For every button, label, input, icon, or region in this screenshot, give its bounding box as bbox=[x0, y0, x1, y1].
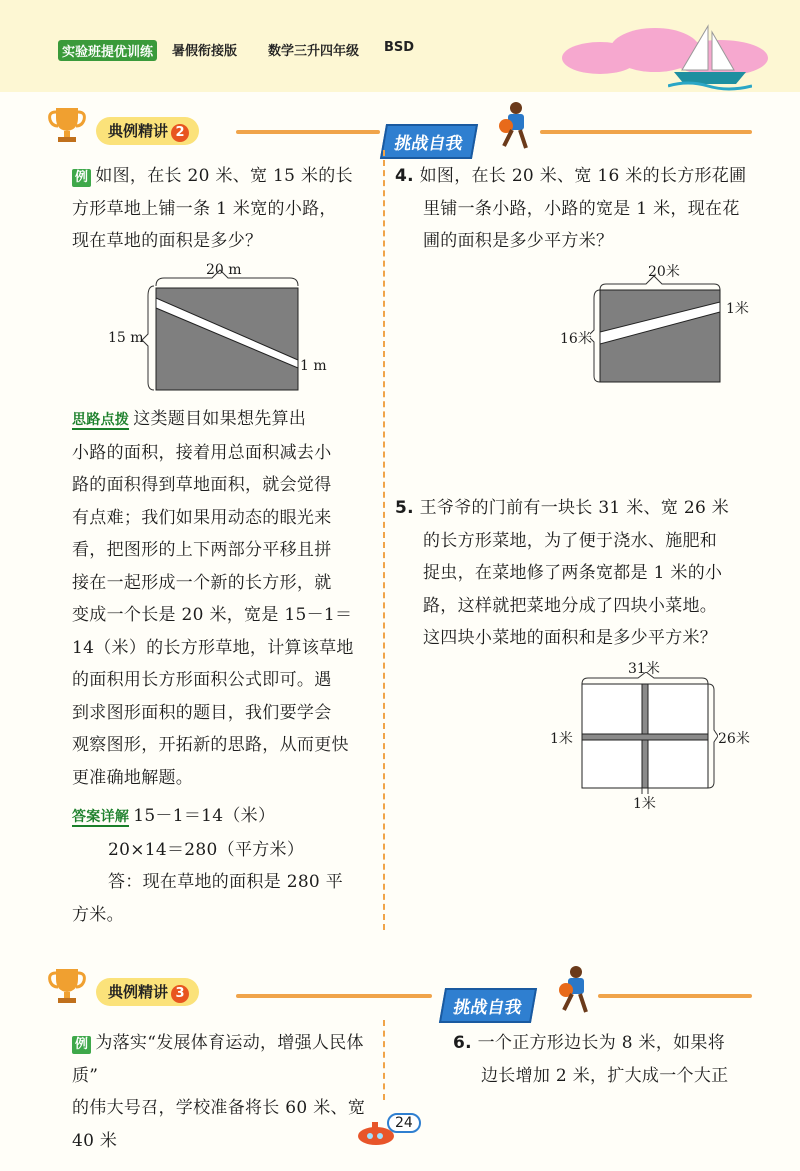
answer-label: 答案详解 bbox=[72, 809, 130, 825]
hint-block: 思路点拨 这类题目如果想先算出 小路的面积，接着用总面积减去小 路的面积得到草地面积，就会觉得 有点难；我们如果用动态的眼光来 看，把图形的上下两部分平移且拼 接在一起形成一个新的长方形，就 变成一个长是 20 米，宽是 15－1＝ 14（米）的长方形草地，计算该草地 的面积用长方形面积公式即可。遇 到求图形面积的题目，我们要学会 观察图形，开拓新的思路，从而更快 更准确地解题。 bbox=[72, 409, 354, 788]
question-line: 例 如图，在长 20 米、宽 15 米的长 bbox=[72, 160, 377, 193]
basketball-kid-icon bbox=[552, 964, 596, 1016]
question-6: 6. 一个正方形边长为 8 米，如果将 边长增加 2 米，扩大成一个大正 bbox=[453, 1033, 729, 1086]
example-tag: 例 bbox=[72, 169, 91, 187]
series-tag: 实验班提优训练 bbox=[58, 40, 157, 61]
section-title-2 bbox=[96, 117, 199, 145]
section-title-text: 典例精讲 bbox=[108, 122, 169, 140]
section-title-3 bbox=[96, 978, 199, 1006]
question-line: 方形草地上铺一条 1 米宽的小路， bbox=[72, 198, 337, 219]
fig-label-length: 20 m bbox=[206, 262, 242, 278]
fig-label-length: 31米 bbox=[628, 661, 660, 677]
fig-label-path: 1 m bbox=[300, 358, 327, 374]
challenge-badge: 挑战自我 bbox=[439, 988, 537, 1023]
challenge-badge: 挑战自我 bbox=[380, 124, 478, 159]
question-number: 6. bbox=[453, 1033, 472, 1053]
hint-label: 思路点拨 bbox=[72, 412, 130, 428]
code-label: BSD bbox=[384, 40, 415, 55]
section-divider bbox=[236, 994, 432, 998]
fig-label-width: 15 m bbox=[108, 330, 144, 346]
section-number: 2 bbox=[171, 124, 189, 142]
trophy-icon bbox=[46, 965, 88, 1005]
column-divider bbox=[383, 1020, 385, 1100]
basketball-kid-icon bbox=[492, 100, 536, 152]
fig-label-path: 1米 bbox=[726, 301, 749, 317]
fig-label-path-width: 1米 bbox=[633, 796, 656, 812]
section-number: 3 bbox=[171, 985, 189, 1003]
example-3-question: 例 为落实“发展体育运动，增强人民体质” 的伟大号召，学校准备将长 60 米、宽 40 米 bbox=[72, 1033, 366, 1151]
fig-label-length: 20米 bbox=[648, 264, 680, 280]
fig-label-width: 26米 bbox=[718, 731, 750, 747]
question-number: 4. bbox=[395, 166, 414, 186]
section-divider bbox=[540, 130, 752, 134]
example-tag: 例 bbox=[72, 1036, 91, 1054]
question-5: 5. 王爷爷的门前有一块长 31 米、宽 26 米 的长方形菜地，为了便于浇水、施肥和 捉虫，在菜地修了两条宽都是 1 米的小 路，这样就把菜地分成了四块小菜地。 这四块小菜地的面积和是多少平方米？ bbox=[395, 498, 730, 648]
fig-label-width: 16米 bbox=[560, 331, 592, 347]
section-divider bbox=[236, 130, 380, 134]
trophy-icon bbox=[46, 104, 88, 144]
answer-block: 答案详解 15－1＝14（米） 20×14＝280（平方米） 答：现在草地的面积是 280 平 方米。 bbox=[72, 806, 344, 925]
fig-label-path-width: 1米 bbox=[550, 731, 573, 747]
section-title-text: 典例精讲 bbox=[108, 983, 169, 1001]
question-4: 4. 如图，在长 20 米、宽 16 米的长方形花圃 里铺一条小路，小路的宽是 1 米，现在花 圃的面积是多少平方米？ bbox=[395, 166, 747, 251]
question-5-figure bbox=[578, 672, 718, 800]
page-number: 24 bbox=[387, 1112, 427, 1142]
sailboat-icon bbox=[668, 22, 752, 92]
question-4-figure bbox=[590, 270, 730, 390]
edition-label: 暑假衔接版 bbox=[172, 44, 238, 59]
section-divider bbox=[598, 994, 752, 998]
example-2-question bbox=[72, 160, 377, 258]
column-divider bbox=[383, 150, 385, 930]
subject-label: 数学三升四年级 bbox=[268, 44, 360, 59]
question-line: 现在草地的面积是多少？ bbox=[72, 231, 263, 251]
question-number: 5. bbox=[395, 498, 414, 518]
